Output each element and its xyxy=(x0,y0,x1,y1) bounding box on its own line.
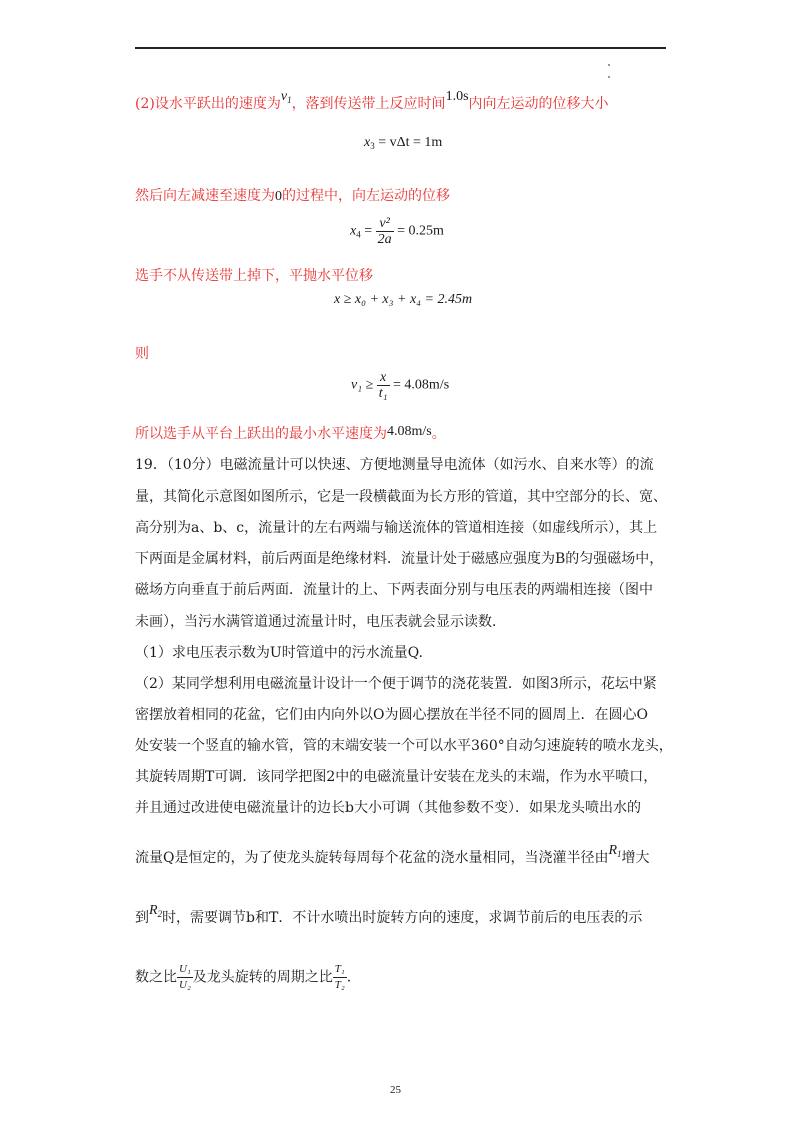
q19-line-2: 量，其简化示意图如图所示，它是一段横截面为长方形的管道，其中空部分的长、宽、 xyxy=(135,489,667,505)
q19-line-3: 高分别为a、b、c，流量计的左右两端与输送流体的管道相连接（如虚线所示），其上 xyxy=(135,520,658,536)
q19-line-14: 到$R_2$时，需要调节b和T．不计水喷出时旋转方向的速度，求调节前后的电压表的示 xyxy=(135,903,643,926)
q19-line-10: 处安装一个竖直的输水管，管的末端安装一个可以水平360°自动匀速旋转的喷水龙头， xyxy=(135,738,673,754)
equation-v1: v₁ ≥ $\frac{x}{\text{t₁}}$ = 4.08m/s xyxy=(351,370,450,401)
q19-line-6: 未画），当污水满管道通过流量计时，电压表就会显示读数． xyxy=(135,614,506,630)
solution-line-3: 选手不从传送带上掉下，平抛水平位移 xyxy=(135,268,373,284)
margin-mark xyxy=(608,64,610,66)
q19-subquestion-1: （1）求电压表示数为U时管道中的污水流量Q. xyxy=(135,645,423,661)
solution-line-4: 则 xyxy=(135,346,149,362)
q19-line-4: 下两面是金属材料，前后两面是绝缘材料．流量计处于磁感应强度为B的匀强磁场中， xyxy=(135,551,664,567)
solution-line-2: 然后向左减速至速度为0的过程中，向左运动的位移 xyxy=(135,188,450,204)
header-rule xyxy=(135,47,666,49)
q19-line-9: 密摆放着相同的花盆，它们由内向外以O为圆心摆放在半径不同的圆周上．在圆心O xyxy=(135,707,648,723)
solution-line-5: 所以选手从平台上跃出的最小水平速度为4.08m/s。 xyxy=(135,424,446,442)
q19-line-5: 磁场方向垂直于前后两面．流量计的上、下两表面分别与电压表的两端相连接（图中 xyxy=(135,582,653,598)
solution-line-1: (2)设水平跃出的速度为$v_1$，落到传送带上反应时间1.0s内向左运动的位移大小 xyxy=(135,89,609,112)
margin-mark xyxy=(608,76,610,78)
equation-x-range: x ≥ x₀ + x₃ + x₄ = 2.45m xyxy=(334,292,473,307)
equation-x3: $x_3 = v\Delta t = 1m$ xyxy=(364,135,443,151)
q19-line-11: 其旋转周期T可调．该同学把图2中的电磁流量计安装在龙头的末端，作为水平喷口， xyxy=(135,769,658,785)
q19-subquestion-2: （2）某同学想利用电磁流量计设计一个便于调节的浇花装置．如图3所示，花坛中紧 xyxy=(135,676,657,692)
q19-line-12: 并且通过改进使电磁流量计的边长b大小可调（其他参数不变）．如果龙头喷出水的 xyxy=(135,800,641,816)
page-number: 25 xyxy=(390,1084,401,1096)
q19-line-15: 数之比 $\frac{\text{U₁}}{\text{U₂}}$ 及龙头旋转的周期之比 $\frac{\text{T₁}}{\text{T₂}}$ . xyxy=(135,963,352,991)
q19-line-1: 19．（10分）电磁流量计可以快速、方便地测量导电流体（如污水、自来水等）的流 xyxy=(135,457,654,473)
equation-x4: $x_4$ = $\frac{\text{v²}}{2a}$ = 0.25m xyxy=(350,216,444,247)
q19-line-13: 流量Q是恒定的，为了使龙头旋转每周每个花盆的浇水量相同，当浇灌半径由$R_1$增大 xyxy=(135,843,650,866)
